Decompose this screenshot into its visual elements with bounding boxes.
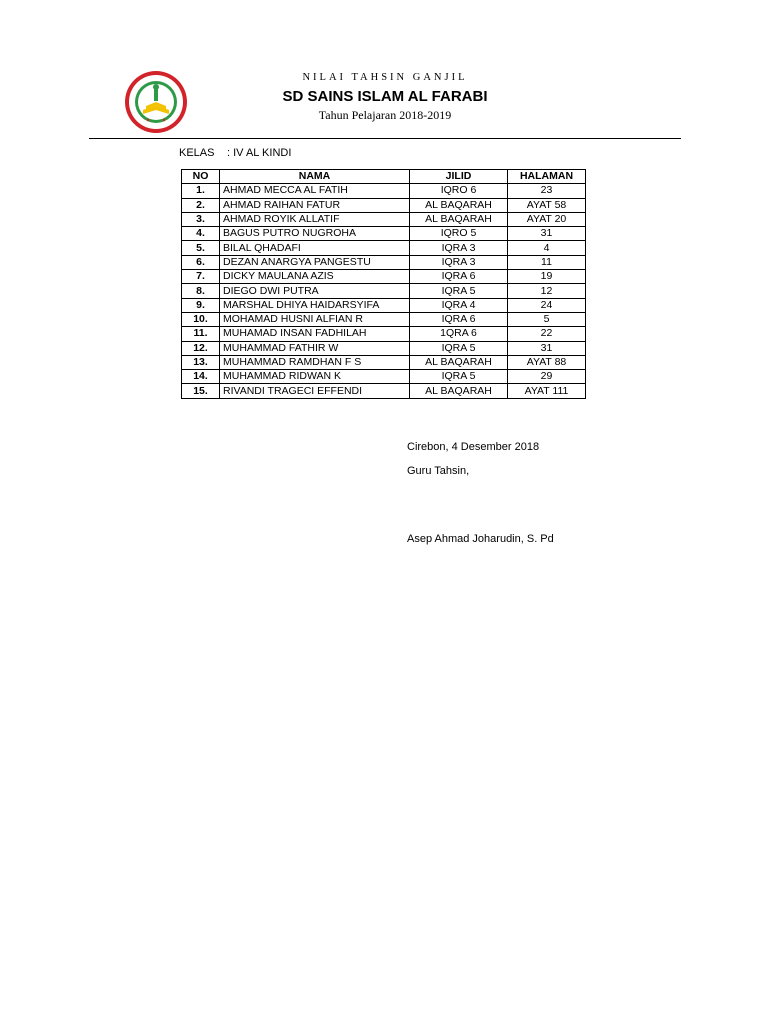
jilid-cell: AL BAQARAH — [410, 384, 508, 398]
table-row — [182, 355, 586, 369]
halaman-cell: 5 — [508, 312, 586, 326]
jilid-cell: IQRA 5 — [410, 341, 508, 355]
jilid-cell: IQRA 6 — [410, 270, 508, 284]
column-header-jilid: JILID — [410, 170, 508, 184]
table-row — [182, 198, 586, 212]
table-row — [182, 298, 586, 312]
row-number: 13. — [182, 355, 220, 369]
table-row — [182, 312, 586, 326]
halaman-cell: AYAT 20 — [508, 212, 586, 226]
student-name: MARSHAL DHIYA HAIDARSYIFA — [220, 298, 410, 312]
jilid-cell: IQRA 5 — [410, 284, 508, 298]
row-number: 7. — [182, 270, 220, 284]
column-header-nama: NAMA — [220, 170, 410, 184]
class-label: KELAS — [179, 147, 215, 159]
signature-role: Guru Tahsin, — [407, 465, 470, 477]
table-row — [182, 327, 586, 341]
jilid-cell: IQRA 6 — [410, 312, 508, 326]
jilid-cell: IQRA 3 — [410, 255, 508, 269]
class-info — [179, 147, 292, 159]
table-row — [182, 184, 586, 198]
table-row — [182, 212, 586, 226]
jilid-cell: AL BAQARAH — [410, 198, 508, 212]
halaman-cell: 24 — [508, 298, 586, 312]
table-header-row — [182, 170, 586, 184]
halaman-cell: 23 — [508, 184, 586, 198]
student-name: AHMAD MECCA AL FATIH — [220, 184, 410, 198]
table-row — [182, 384, 586, 398]
academic-year: Tahun Pelajaran 2018-2019 — [318, 108, 452, 122]
student-name: MUHAMAD INSAN FADHILAH — [220, 327, 410, 341]
table-row — [182, 284, 586, 298]
halaman-cell: 29 — [508, 370, 586, 384]
jilid-cell: AL BAQARAH — [410, 212, 508, 226]
signature-place-date: Cirebon, 4 Desember 2018 — [407, 441, 540, 453]
row-number: 4. — [182, 227, 220, 241]
table-row — [182, 227, 586, 241]
jilid-cell: IQRA 4 — [410, 298, 508, 312]
halaman-cell: 31 — [508, 341, 586, 355]
row-number: 1. — [182, 184, 220, 198]
row-number: 14. — [182, 370, 220, 384]
table-row — [182, 341, 586, 355]
student-name: BAGUS PUTRO NUGROHA — [220, 227, 410, 241]
report-subtitle: NILAI TAHSIN GANJIL — [302, 72, 468, 83]
student-name: MOHAMAD HUSNI ALFIAN R — [220, 312, 410, 326]
table-row — [182, 270, 586, 284]
student-name: MUHAMMAD RAMDHAN F S — [220, 355, 410, 369]
halaman-cell: 12 — [508, 284, 586, 298]
header-divider — [89, 138, 681, 139]
row-number: 12. — [182, 341, 220, 355]
row-number: 3. — [182, 212, 220, 226]
student-name: BILAL QHADAFI — [220, 241, 410, 255]
jilid-cell: IQRA 3 — [410, 241, 508, 255]
column-header-no: NO — [182, 170, 220, 184]
halaman-cell: 11 — [508, 255, 586, 269]
column-header-halaman: HALAMAN — [508, 170, 586, 184]
halaman-cell: 22 — [508, 327, 586, 341]
school-name: SD SAINS ISLAM AL FARABI — [282, 88, 488, 105]
table-row — [182, 255, 586, 269]
jilid-cell: IQRA 5 — [410, 370, 508, 384]
halaman-cell: AYAT 111 — [508, 384, 586, 398]
jilid-cell: 1QRA 6 — [410, 327, 508, 341]
class-value: : IV AL KINDI — [227, 147, 292, 159]
student-name: MUHAMMAD RIDWAN K — [220, 370, 410, 384]
student-name: AHMAD ROYIK ALLATIF — [220, 212, 410, 226]
student-name: AHMAD RAIHAN FATUR — [220, 198, 410, 212]
table-row — [182, 370, 586, 384]
jilid-cell: IQRO 5 — [410, 227, 508, 241]
table-row — [182, 241, 586, 255]
row-number: 11. — [182, 327, 220, 341]
student-name: MUHAMMAD FATHIR W — [220, 341, 410, 355]
row-number: 10. — [182, 312, 220, 326]
jilid-cell: IQRO 6 — [410, 184, 508, 198]
grades-table — [181, 169, 586, 399]
halaman-cell: 19 — [508, 270, 586, 284]
row-number: 15. — [182, 384, 220, 398]
row-number: 5. — [182, 241, 220, 255]
student-name: DICKY MAULANA AZIS — [220, 270, 410, 284]
halaman-cell: AYAT 58 — [508, 198, 586, 212]
student-name: DEZAN ANARGYA PANGESTU — [220, 255, 410, 269]
halaman-cell: AYAT 88 — [508, 355, 586, 369]
halaman-cell: 4 — [508, 241, 586, 255]
row-number: 6. — [182, 255, 220, 269]
signature-name: Asep Ahmad Joharudin, S. Pd — [407, 533, 554, 545]
halaman-cell: 31 — [508, 227, 586, 241]
student-name: DIEGO DWI PUTRA — [220, 284, 410, 298]
school-emblem-icon — [124, 70, 188, 134]
row-number: 8. — [182, 284, 220, 298]
row-number: 2. — [182, 198, 220, 212]
student-name: RIVANDI TRAGECI EFFENDI — [220, 384, 410, 398]
jilid-cell: AL BAQARAH — [410, 355, 508, 369]
row-number: 9. — [182, 298, 220, 312]
